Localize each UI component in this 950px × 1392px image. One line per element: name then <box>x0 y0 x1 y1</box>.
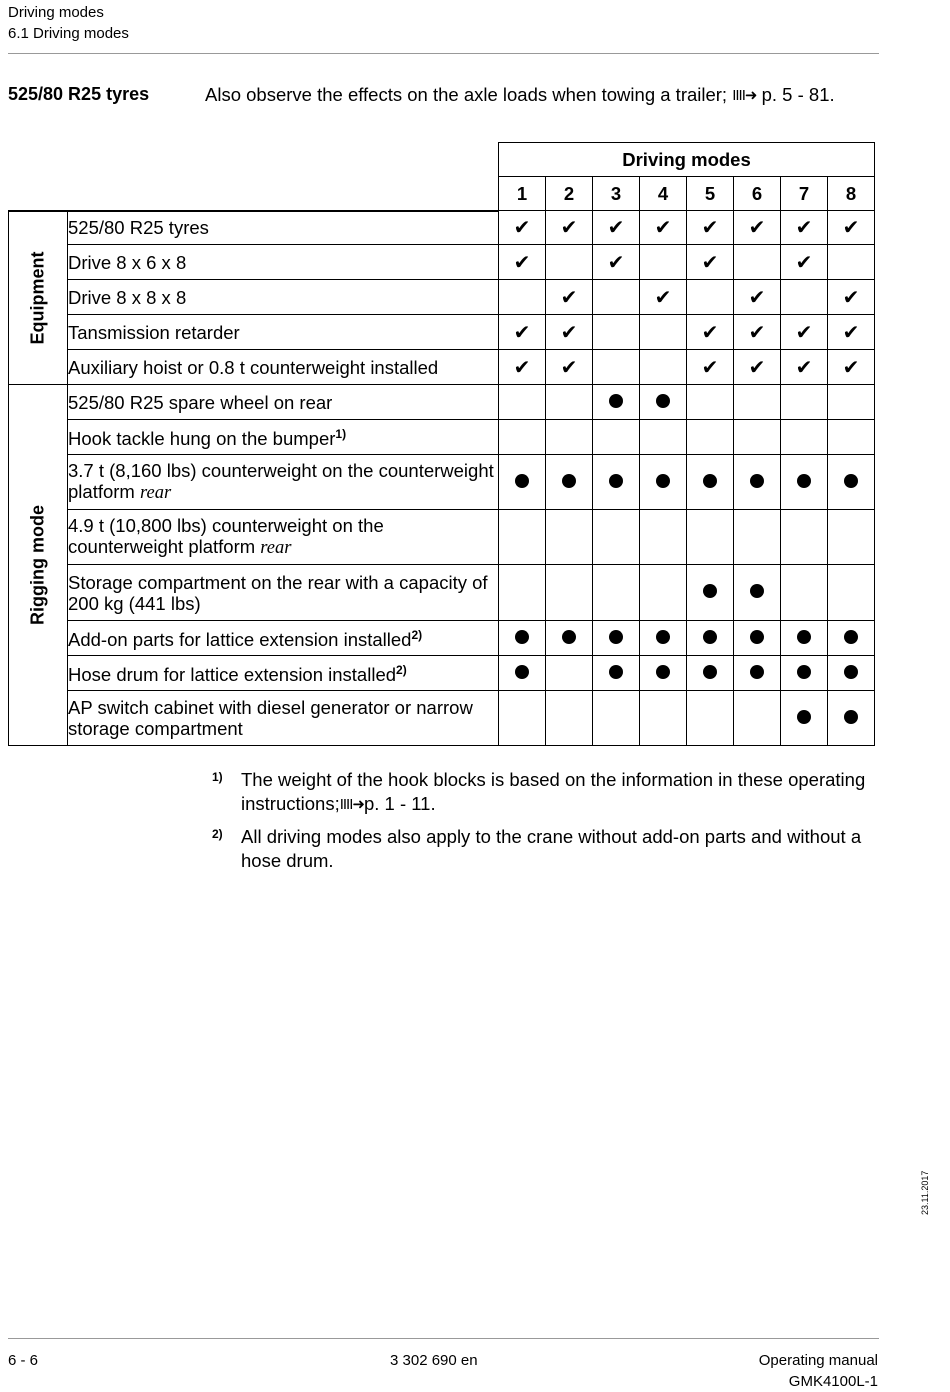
footer-doc-number: 3 302 690 en <box>390 1352 478 1369</box>
dot-icon <box>703 474 717 488</box>
check-icon: ✔ <box>654 286 672 309</box>
dot-icon <box>844 630 858 644</box>
footnote-body: The weight of the hook blocks is based on the information in these operating instructions; <box>241 769 866 814</box>
header-rule <box>8 53 879 54</box>
mode-cell-3 <box>593 656 640 691</box>
mode-cell-4 <box>640 315 687 350</box>
dot-icon <box>609 630 623 644</box>
mode-cell-6 <box>734 350 781 385</box>
mode-cell-3 <box>593 420 640 455</box>
dot-icon <box>656 394 670 408</box>
check-icon: ✔ <box>701 217 719 239</box>
mode-number-3: 3 <box>593 177 640 211</box>
check-icon: ✔ <box>560 217 578 239</box>
dot-icon <box>515 665 529 679</box>
mode-cell-1 <box>499 245 546 280</box>
mode-cell-3 <box>593 350 640 385</box>
mode-cell-1 <box>499 385 546 420</box>
mode-cell-8 <box>828 245 875 280</box>
mode-number-6: 6 <box>734 177 781 211</box>
mode-cell-7 <box>781 510 828 565</box>
mode-cell-6 <box>734 385 781 420</box>
table-row <box>9 385 875 420</box>
mode-cell-2 <box>546 211 593 245</box>
mode-cell-7 <box>781 211 828 245</box>
check-icon: ✔ <box>748 356 766 379</box>
row-label <box>68 691 499 746</box>
mode-cell-7 <box>781 280 828 315</box>
dot-icon <box>797 474 811 488</box>
row-label <box>68 565 499 621</box>
mode-cell-7 <box>781 656 828 691</box>
mode-cell-5 <box>687 565 734 621</box>
mode-cell-5 <box>687 280 734 315</box>
row-label-text: AP switch cabinet with diesel generator or narrow storage compartment <box>68 697 473 739</box>
row-label <box>68 455 499 510</box>
dot-icon <box>515 474 529 488</box>
mode-cell-2 <box>546 455 593 510</box>
mode-cell-2 <box>546 691 593 746</box>
mode-cell-6 <box>734 691 781 746</box>
mode-cell-8 <box>828 385 875 420</box>
check-icon: ✔ <box>607 217 625 239</box>
mode-cell-2 <box>546 385 593 420</box>
check-icon: ✔ <box>607 251 625 274</box>
mode-cell-8 <box>828 315 875 350</box>
mode-cell-7 <box>781 385 828 420</box>
mode-cell-5 <box>687 621 734 656</box>
footnote-ref: 2) <box>411 628 423 643</box>
arrow-ref-icon: IIII➜ <box>339 796 364 813</box>
row-label <box>68 350 499 385</box>
section-label: 525/80 R25 tyres <box>8 84 150 104</box>
mode-cell-6 <box>734 280 781 315</box>
check-icon: ✔ <box>842 286 860 309</box>
footnotes <box>212 768 872 881</box>
table-row <box>9 455 875 510</box>
row-label <box>68 315 499 350</box>
check-icon: ✔ <box>701 356 719 379</box>
footnote <box>212 768 872 817</box>
row-label-text: Add-on parts for lattice extension installed <box>68 629 412 651</box>
check-icon: ✔ <box>842 217 860 239</box>
mode-cell-6 <box>734 565 781 621</box>
mode-cell-6 <box>734 420 781 455</box>
mode-number-8: 8 <box>828 177 875 211</box>
mode-cell-7 <box>781 245 828 280</box>
mode-cell-4 <box>640 385 687 420</box>
footnote-ref: 1) <box>335 427 347 442</box>
category-label: Equipment <box>27 251 48 345</box>
footnote-text <box>241 768 872 817</box>
intro-page-ref[interactable]: p. 5 - 81. <box>761 84 835 105</box>
check-icon: ✔ <box>795 217 813 239</box>
arrow-ref-icon: IIII➜ <box>732 87 757 104</box>
dot-icon <box>656 474 670 488</box>
mode-cell-1 <box>499 691 546 746</box>
dot-icon <box>703 665 717 679</box>
mode-number-7: 7 <box>781 177 828 211</box>
mode-cell-1 <box>499 565 546 621</box>
mode-cell-8 <box>828 656 875 691</box>
mode-cell-3 <box>593 280 640 315</box>
mode-cell-4 <box>640 420 687 455</box>
mode-cell-7 <box>781 350 828 385</box>
dot-icon <box>844 474 858 488</box>
mode-cell-4 <box>640 280 687 315</box>
mode-cell-5 <box>687 455 734 510</box>
row-label <box>68 656 499 691</box>
dot-icon <box>797 665 811 679</box>
mode-cell-8 <box>828 280 875 315</box>
row-label-text: Drive 8 x 6 x 8 <box>68 251 187 273</box>
mode-cell-4 <box>640 455 687 510</box>
mode-cell-8 <box>828 455 875 510</box>
mode-cell-7 <box>781 565 828 621</box>
table-body <box>9 211 875 746</box>
check-icon: ✔ <box>560 321 578 344</box>
row-label-text: Hook tackle hung on the bumper <box>68 428 336 450</box>
row-label <box>68 621 499 656</box>
row-label <box>68 280 499 315</box>
mode-cell-3 <box>593 245 640 280</box>
mode-cell-5 <box>687 385 734 420</box>
table-row <box>9 350 875 385</box>
table-row <box>9 656 875 691</box>
mode-cell-1 <box>499 656 546 691</box>
mode-cell-5 <box>687 315 734 350</box>
mode-cell-5 <box>687 691 734 746</box>
row-label <box>68 510 499 565</box>
check-icon: ✔ <box>701 251 719 274</box>
dot-icon <box>562 474 576 488</box>
page-header <box>8 2 129 44</box>
mode-cell-6 <box>734 621 781 656</box>
row-label-text: Storage compartment on the rear with a capacity of 200 kg (441 lbs) <box>68 571 488 614</box>
mode-cell-4 <box>640 245 687 280</box>
mode-cell-1 <box>499 420 546 455</box>
category-equipment <box>9 211 68 385</box>
table-corner <box>9 143 499 211</box>
footnote-text <box>241 825 872 873</box>
check-icon: ✔ <box>513 251 531 274</box>
row-label-italic: rear <box>260 538 292 558</box>
table-row <box>9 510 875 565</box>
mode-cell-1 <box>499 510 546 565</box>
dot-icon <box>609 394 623 408</box>
footnote-body: All driving modes also apply to the crane without add-on parts and without a hose drum. <box>241 826 862 871</box>
row-label-text: Tansmission retarder <box>68 321 240 343</box>
check-icon: ✔ <box>748 217 766 239</box>
mode-cell-2 <box>546 280 593 315</box>
row-label-text: 3.7 t (8,160 lbs) counterweight on the counterweight platform <box>68 460 494 502</box>
footnote-mark: 2) <box>212 827 223 841</box>
row-label-italic: rear <box>139 483 172 503</box>
footnote-page-ref[interactable]: p. 1 - 11. <box>363 793 436 814</box>
footnote-mark: 1) <box>212 770 223 784</box>
mode-cell-1 <box>499 455 546 510</box>
mode-cell-3 <box>593 691 640 746</box>
table-row <box>9 211 875 245</box>
mode-cell-7 <box>781 315 828 350</box>
mode-number-4: 4 <box>640 177 687 211</box>
mode-cell-7 <box>781 455 828 510</box>
dot-icon <box>515 630 529 644</box>
mode-cell-8 <box>828 350 875 385</box>
check-icon: ✔ <box>513 321 531 344</box>
check-icon: ✔ <box>560 286 578 309</box>
check-icon: ✔ <box>842 321 860 344</box>
check-icon: ✔ <box>795 356 813 379</box>
mode-cell-2 <box>546 245 593 280</box>
table-row <box>9 245 875 280</box>
mode-cell-1 <box>499 350 546 385</box>
check-icon: ✔ <box>513 217 531 239</box>
mode-cell-1 <box>499 280 546 315</box>
mode-cell-5 <box>687 510 734 565</box>
row-label-text: 4.9 t (10,800 lbs) counterweight on the counterweight platform <box>68 515 384 557</box>
row-label <box>68 385 499 420</box>
mode-cell-3 <box>593 565 640 621</box>
footnote-ref: 2) <box>396 663 407 678</box>
table-row <box>9 691 875 746</box>
row-label-text: Hose drum for lattice extension installed <box>68 664 397 686</box>
mode-cell-5 <box>687 211 734 245</box>
dot-icon <box>656 665 670 679</box>
mode-cell-2 <box>546 350 593 385</box>
mode-number-5: 5 <box>687 177 734 211</box>
dot-icon <box>797 630 811 644</box>
mode-cell-8 <box>828 420 875 455</box>
table-row <box>9 565 875 621</box>
mode-cell-5 <box>687 245 734 280</box>
mode-cell-5 <box>687 656 734 691</box>
mode-cell-1 <box>499 621 546 656</box>
dot-icon <box>844 710 858 724</box>
mode-cell-3 <box>593 315 640 350</box>
row-label <box>68 211 499 245</box>
mode-cell-7 <box>781 691 828 746</box>
footnote <box>212 825 872 873</box>
mode-cell-4 <box>640 691 687 746</box>
mode-cell-4 <box>640 565 687 621</box>
dot-icon <box>562 630 576 644</box>
dot-icon <box>703 584 717 598</box>
mode-cell-6 <box>734 245 781 280</box>
mode-number-2: 2 <box>546 177 593 211</box>
mode-cell-3 <box>593 385 640 420</box>
mode-cell-7 <box>781 420 828 455</box>
mode-cell-3 <box>593 455 640 510</box>
dot-icon <box>703 630 717 644</box>
mode-cell-6 <box>734 510 781 565</box>
driving-modes-header: Driving modes <box>499 143 875 177</box>
category-label: Rigging mode <box>27 505 48 625</box>
header-section: 6.1 Driving modes <box>8 25 129 42</box>
dot-icon <box>750 630 764 644</box>
dot-icon <box>750 665 764 679</box>
footer-page-number: 6 - 6 <box>8 1352 39 1369</box>
mode-cell-4 <box>640 350 687 385</box>
side-date: 23.11.2017 <box>920 1170 930 1215</box>
category-rigging-mode <box>9 385 68 746</box>
mode-cell-8 <box>828 621 875 656</box>
mode-cell-5 <box>687 420 734 455</box>
mode-cell-2 <box>546 656 593 691</box>
mode-cell-4 <box>640 510 687 565</box>
mode-cell-1 <box>499 315 546 350</box>
mode-cell-6 <box>734 455 781 510</box>
intro-text: Also observe the effects on the axle loads when towing a trailer; <box>205 84 728 105</box>
check-icon: ✔ <box>701 321 719 344</box>
row-label <box>68 420 499 455</box>
mode-cell-3 <box>593 510 640 565</box>
row-label-text: Drive 8 x 8 x 8 <box>68 286 187 308</box>
mode-cell-2 <box>546 510 593 565</box>
table-row <box>9 315 875 350</box>
table-row <box>9 280 875 315</box>
mode-cell-4 <box>640 656 687 691</box>
dot-icon <box>656 630 670 644</box>
mode-cell-4 <box>640 621 687 656</box>
check-icon: ✔ <box>795 321 813 344</box>
check-icon: ✔ <box>748 286 766 309</box>
row-label <box>68 245 499 280</box>
footer-rule <box>8 1338 879 1339</box>
section-text <box>205 84 835 106</box>
mode-cell-2 <box>546 565 593 621</box>
check-icon: ✔ <box>795 251 813 274</box>
row-label-text: 525/80 R25 spare wheel on rear <box>68 391 333 413</box>
mode-cell-3 <box>593 211 640 245</box>
footer-model: GMK4100L-1 <box>788 1373 878 1390</box>
mode-cell-2 <box>546 621 593 656</box>
mode-cell-8 <box>828 510 875 565</box>
dot-icon <box>609 665 623 679</box>
table-row <box>9 621 875 656</box>
mode-cell-8 <box>828 211 875 245</box>
mode-cell-8 <box>828 565 875 621</box>
check-icon: ✔ <box>842 356 860 379</box>
row-label-text: Auxiliary hoist or 0.8 t counterweight installed <box>68 356 439 378</box>
mode-number-1: 1 <box>499 177 546 211</box>
mode-cell-1 <box>499 211 546 245</box>
mode-cell-4 <box>640 211 687 245</box>
check-icon: ✔ <box>513 356 531 379</box>
dot-icon <box>844 665 858 679</box>
mode-cell-2 <box>546 315 593 350</box>
check-icon: ✔ <box>748 321 766 344</box>
mode-cell-3 <box>593 621 640 656</box>
dot-icon <box>750 474 764 488</box>
mode-cell-6 <box>734 315 781 350</box>
footer-manual-title: Operating manual <box>758 1352 878 1369</box>
dot-icon <box>797 710 811 724</box>
mode-cell-8 <box>828 691 875 746</box>
table-row <box>9 420 875 455</box>
mode-cell-5 <box>687 350 734 385</box>
driving-modes-table <box>8 142 875 746</box>
dot-icon <box>750 584 764 598</box>
check-icon: ✔ <box>560 356 578 379</box>
check-icon: ✔ <box>654 217 672 239</box>
dot-icon <box>609 474 623 488</box>
mode-cell-7 <box>781 621 828 656</box>
mode-cell-2 <box>546 420 593 455</box>
header-chapter: Driving modes <box>8 4 104 21</box>
mode-cell-6 <box>734 656 781 691</box>
row-label-text: 525/80 R25 tyres <box>68 217 209 239</box>
mode-cell-6 <box>734 211 781 245</box>
